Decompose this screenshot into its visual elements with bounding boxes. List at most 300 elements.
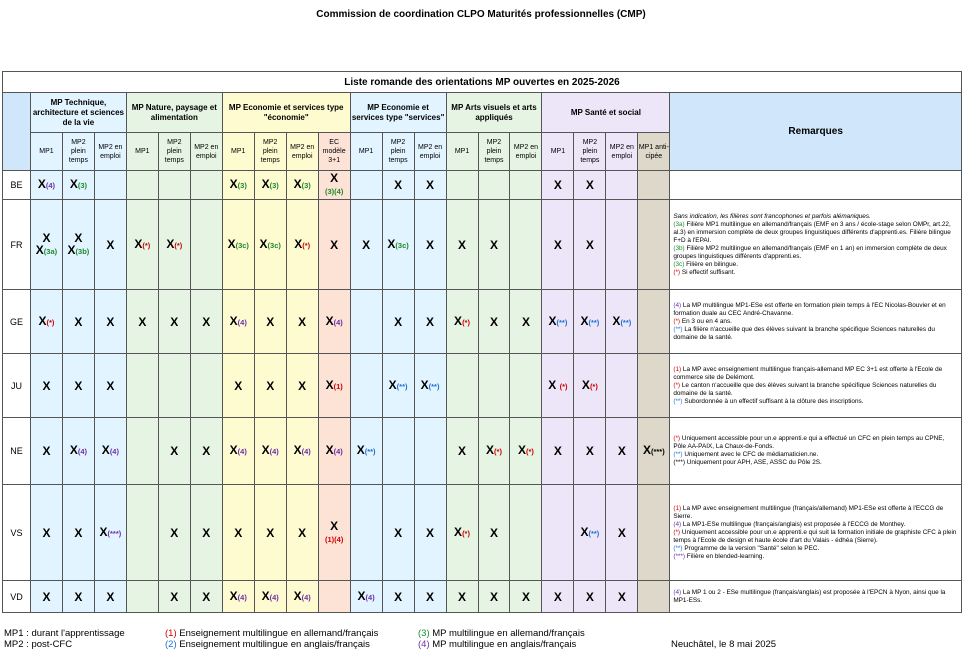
footnote-marker: (**) (588, 528, 600, 538)
orientations-table (2, 71, 962, 613)
orientation-cell (126, 200, 158, 290)
availability-mark: X (202, 525, 211, 540)
orientation-cell (446, 200, 478, 290)
orientation-cell (510, 354, 542, 418)
remark-line (673, 435, 958, 451)
legend-text: Enseignement multilingue en allemand/français (176, 628, 379, 639)
remark-text: Le canton n'accueille que des élèves suivant la branche spécifique Sciences naturelles du domaine de la santé. (673, 381, 937, 397)
availability-mark: X (553, 178, 562, 192)
orientation-cell (158, 171, 190, 200)
remark-marker: (*) (673, 381, 681, 389)
legend-number: (1) (165, 628, 177, 639)
remark-line (673, 382, 958, 398)
subheader-cell: MP1 (542, 133, 574, 171)
legend-item (418, 639, 585, 650)
availability-mark: X (202, 444, 211, 458)
footnote-marker: (4) (333, 447, 343, 456)
orientation-cell (382, 290, 414, 354)
availability-mark: X (489, 237, 498, 252)
availability-mark: X (101, 443, 110, 457)
remarks-cell (670, 418, 962, 485)
footnote-marker: (**) (620, 317, 632, 327)
availability-mark: X (388, 377, 397, 392)
availability-mark: X (458, 237, 467, 252)
availability-mark: X (325, 443, 334, 457)
availability-mark: X (67, 242, 76, 257)
availability-mark: X (612, 313, 621, 328)
remark-line (673, 261, 958, 269)
orientation-cell (446, 354, 478, 418)
remark-marker: (*) (673, 435, 681, 442)
orientation-cell (158, 354, 190, 418)
remark-line (673, 398, 958, 406)
orientation-cell (318, 354, 350, 418)
orientation-cell (638, 290, 670, 354)
orientation-cell (222, 485, 254, 581)
orientation-cell (350, 171, 382, 200)
orientation-cell (350, 581, 382, 613)
orientation-cell (350, 290, 382, 354)
table-row (3, 171, 962, 200)
canton-label: FR (3, 200, 31, 290)
subheader-cell: MP2 en emploi (286, 133, 318, 171)
availability-mark: X (580, 524, 589, 539)
remark-text: Subordonnée à un effectif suffisant à la clôture des inscriptions. (682, 397, 864, 405)
orientation-cell (254, 354, 286, 418)
availability-mark: X (362, 237, 371, 252)
availability-mark: X (266, 525, 275, 540)
footnote-marker: (*) (142, 240, 151, 250)
orientation-cell (190, 354, 222, 418)
availability-mark: X (74, 230, 83, 245)
remark-marker: (***) (673, 552, 686, 560)
availability-mark: X (266, 314, 275, 329)
orientation-cell (222, 418, 254, 485)
orientation-cell (158, 290, 190, 354)
footer-definitions (4, 628, 125, 650)
orientation-cell (606, 485, 638, 581)
subheader-cell: MP1 anti-cipée (638, 133, 670, 171)
legend-number: (2) (165, 639, 177, 650)
remark-line (673, 459, 958, 467)
orientation-cell (190, 581, 222, 613)
subheader-cell: MP1 (126, 133, 158, 171)
orientation-cell (414, 418, 446, 485)
availability-mark: X (325, 377, 334, 392)
orientation-cell (638, 200, 670, 290)
availability-mark: X (617, 444, 626, 458)
orientation-cell (318, 200, 350, 290)
remark-text: La MP1-ESe multilingue (français/anglais) est proposée à l'ECCG de Monthey. (681, 520, 906, 528)
orientation-cell (542, 581, 574, 613)
availability-mark: X (553, 237, 562, 252)
orientation-cell (574, 354, 606, 418)
orientation-cell (350, 485, 382, 581)
availability-mark: X (356, 443, 365, 457)
orientation-cell (286, 485, 318, 581)
remark-marker: (1) (673, 365, 682, 373)
orientation-cell (478, 290, 510, 354)
remark-marker: (*) (673, 317, 681, 325)
availability-mark: X (617, 589, 626, 604)
orientation-cell (62, 171, 94, 200)
availability-mark: X (489, 525, 498, 540)
orientation-cell (286, 200, 318, 290)
availability-mark: X (454, 524, 463, 539)
footnote-marker: (4) (301, 447, 311, 456)
remark-marker: (4) (673, 301, 682, 309)
orientation-cell (606, 290, 638, 354)
availability-mark: X (99, 524, 108, 539)
orientation-cell (574, 418, 606, 485)
remark-text: (***) (673, 459, 686, 466)
subheader-cell: MP2 plein temps (478, 133, 510, 171)
footnote-marker: (4) (269, 447, 279, 456)
subheader-cell: MP2 en emploi (414, 133, 446, 171)
orientation-cell (286, 418, 318, 485)
canton-label: BE (3, 171, 31, 200)
orientation-cell (318, 290, 350, 354)
orientation-cell (158, 418, 190, 485)
footnote-marker: (**) (556, 317, 568, 327)
availability-mark: X (42, 589, 51, 604)
orientation-cell (638, 485, 670, 581)
orientation-cell (542, 290, 574, 354)
orientation-cell (606, 354, 638, 418)
footer-date: Neuchâtel, le 8 mai 2025 (671, 639, 777, 650)
orientation-cell (446, 418, 478, 485)
orientation-cell (414, 581, 446, 613)
orientation-cell (382, 354, 414, 418)
remark-text: Uniquement pour APH, ASE, ASSC du Pôle 2S. (685, 459, 822, 466)
remark-text: La MP avec enseignement multilingue (français/allemand) MP1-ESe est offerte à l'ECCG de Sierre. (673, 504, 944, 520)
availability-mark: X (553, 589, 562, 604)
remark-text: En 3 ou en 4 ans. (680, 317, 732, 325)
availability-mark: X (202, 314, 211, 329)
remark-marker: (3a) (673, 220, 685, 228)
remarks-cell (670, 290, 962, 354)
remark-text: Sans indication, les filières sont francophones et parfois alémaniques. (673, 212, 871, 220)
availability-mark: X (426, 237, 435, 252)
remark-line (673, 553, 958, 561)
orientation-cell (222, 171, 254, 200)
group-header: MP Technique, architecture et sciences de la vie (30, 93, 126, 133)
orientation-cell (30, 418, 62, 485)
orientation-cell (606, 581, 638, 613)
availability-mark: X (585, 178, 594, 192)
remark-line (673, 366, 958, 382)
footnote-marker: (4) (333, 317, 343, 327)
orientation-cell (574, 200, 606, 290)
availability-mark: X (357, 588, 366, 603)
orientation-cell (510, 171, 542, 200)
orientation-cell (254, 200, 286, 290)
orientation-cell (414, 354, 446, 418)
orientation-cell (286, 171, 318, 200)
orientation-cell (638, 171, 670, 200)
remark-marker: (**) (673, 451, 683, 458)
footnote-marker: (*) (302, 240, 311, 250)
remark-text: Programme de la version "Santé" selon le PEC. (682, 544, 820, 552)
orientation-cell (254, 418, 286, 485)
availability-mark: X (138, 314, 147, 329)
orientation-cell (542, 418, 574, 485)
availability-mark: X (170, 589, 179, 604)
subheader-cell: MP2 en emploi (606, 133, 638, 171)
subheader-cell: MP2 en emploi (94, 133, 126, 171)
availability-mark: X (454, 313, 463, 328)
footnote-marker: (*) (462, 528, 470, 538)
orientation-cell (542, 354, 574, 418)
availability-mark: X (106, 237, 115, 252)
remarks-cell (670, 171, 962, 200)
orientation-cell (510, 418, 542, 485)
availability-mark: X (394, 314, 403, 329)
orientation-cell (62, 418, 94, 485)
orientation-cell (478, 171, 510, 200)
orientation-cell (94, 354, 126, 418)
orientation-cell (62, 581, 94, 613)
footnote-marker: (4) (365, 592, 375, 602)
availability-mark: X (166, 236, 175, 251)
orientation-cell (318, 485, 350, 581)
remark-line (673, 302, 958, 318)
subheader-cell: MP1 (222, 133, 254, 171)
orientation-cell (510, 290, 542, 354)
canton-label: GE (3, 290, 31, 354)
canton-label: NE (3, 418, 31, 485)
remark-line (673, 269, 958, 277)
orientation-cell (254, 485, 286, 581)
footnote-marker: (*) (589, 381, 598, 391)
footnote-marker: (3b) (75, 246, 90, 256)
availability-mark: X (293, 177, 302, 191)
availability-mark: X (170, 444, 179, 458)
availability-mark: X (325, 313, 334, 328)
orientation-cell (94, 200, 126, 290)
orientation-cell (126, 354, 158, 418)
orientation-cell (478, 581, 510, 613)
orientation-cell (446, 171, 478, 200)
subheader-cell: MP2 plein temps (382, 133, 414, 171)
orientation-cell (318, 171, 350, 200)
availability-mark: X (42, 444, 51, 458)
group-header: MP Economie et services type "économie" (222, 93, 350, 133)
availability-mark: X (581, 377, 590, 392)
remark-marker: (4) (673, 520, 682, 528)
remark-marker: (**) (673, 544, 683, 552)
availability-mark: X (426, 178, 435, 192)
orientation-cell (382, 581, 414, 613)
availability-mark: X (298, 378, 307, 393)
availability-mark: X (234, 525, 243, 540)
remark-text: Filière MP1 multilingue en allemand/français (EMF en 3 ans / école-stage selon OMPr, art.22, al.3) en immersion complète de deux groupes linguistiques différents d'apprenti.es. Filière bilingue F+D à l'EPAI. (673, 220, 951, 244)
orientation-cell (382, 200, 414, 290)
orientation-cell (94, 418, 126, 485)
table-caption: Liste romande des orientations MP ouvertes en 2025-2026 (3, 72, 962, 93)
availability-mark: X (394, 525, 403, 540)
mp2-definition: MP2 : post-CFC (4, 639, 73, 650)
remark-line (673, 213, 958, 221)
orientation-cell (382, 171, 414, 200)
availability-mark: X (580, 313, 589, 328)
orientation-cell (318, 581, 350, 613)
table-row (3, 581, 962, 613)
footnote-marker: (**) (364, 447, 376, 456)
orientation-cell (574, 485, 606, 581)
availability-mark: X (106, 314, 115, 329)
orientation-cell (510, 581, 542, 613)
availability-mark: X (330, 518, 339, 533)
availability-mark: X (426, 314, 435, 329)
availability-mark: X (261, 177, 270, 191)
availability-mark: X (489, 314, 498, 329)
availability-mark: X (585, 444, 594, 458)
remark-text: La MP multilingue MP1-ESe est offerte en formation plein temps à l'EC Nicolas-Bouvier et en formation duale au CEC André-Chavanne. (673, 301, 946, 317)
footnote-marker: (**) (396, 381, 408, 391)
remark-line (673, 505, 958, 521)
table-row (3, 485, 962, 581)
remark-line (673, 589, 958, 605)
availability-mark: X (134, 236, 143, 251)
orientation-cell (542, 200, 574, 290)
orientation-cell (158, 200, 190, 290)
availability-mark: X (261, 443, 270, 457)
orientation-cell (94, 171, 126, 200)
footnote-marker: (4) (237, 317, 247, 327)
orientation-cell (222, 290, 254, 354)
corner-cell (3, 93, 31, 171)
remark-marker: (**) (673, 397, 683, 405)
orientation-cell (222, 200, 254, 290)
availability-mark: X (202, 589, 211, 604)
remark-text: Filière MP2 multilingue en allemand/français (EMF en 1 an) en immersion complète de deux groupes linguistiques différents d'apprenti.es. (673, 244, 947, 260)
availability-mark: X (458, 589, 467, 604)
table-row (3, 200, 962, 290)
remark-line (673, 451, 958, 459)
footnote-marker: (3c) (267, 240, 281, 250)
orientation-cell (446, 290, 478, 354)
orientation-cell (574, 581, 606, 613)
availability-mark: X (170, 525, 179, 540)
orientation-cell (30, 581, 62, 613)
orientation-cell (414, 171, 446, 200)
availability-mark: X (69, 177, 78, 191)
availability-mark: X (521, 314, 530, 329)
footnote-marker: (**) (428, 381, 440, 391)
availability-mark: X (259, 236, 268, 251)
orientation-cell (30, 200, 62, 290)
orientation-cell (94, 581, 126, 613)
footnote-marker: (3c) (235, 240, 249, 250)
remark-line (673, 318, 958, 326)
orientation-cell (542, 171, 574, 200)
orientation-cell (510, 200, 542, 290)
remark-marker: (**) (673, 325, 683, 333)
remark-text: Uniquement accessible pour un.e apprenti.e qui a effectué un CFC en plein temps au CPNE, Pôle AA-PAIX, La Chaux-de-Fonds. (673, 435, 945, 450)
subheader-cell: MP2 plein temps (62, 133, 94, 171)
footnote-marker: (***) (107, 528, 122, 538)
availability-mark: X (106, 378, 115, 393)
orientation-cell (606, 171, 638, 200)
group-header: MP Economie et services type "services" (350, 93, 446, 133)
orientation-cell (318, 418, 350, 485)
subheader-cell: MP1 (350, 133, 382, 171)
orientation-cell (286, 581, 318, 613)
orientation-cell (478, 354, 510, 418)
footnote-marker: (4) (237, 447, 247, 456)
orientation-cell (254, 171, 286, 200)
footnote-marker: (1)(4) (324, 534, 344, 544)
availability-mark: X (458, 444, 467, 458)
orientation-cell (94, 290, 126, 354)
availability-mark: X (74, 314, 83, 329)
orientation-cell (190, 418, 222, 485)
availability-mark: X (261, 588, 270, 603)
footnote-marker: (*) (174, 240, 183, 250)
orientation-cell (30, 485, 62, 581)
remark-line (673, 221, 958, 245)
footnote-marker: (3) (237, 181, 247, 190)
remark-marker: (*) (673, 268, 681, 276)
availability-mark: X (489, 589, 498, 604)
availability-mark: X (266, 378, 275, 393)
subheader-cell: MP1 (30, 133, 62, 171)
orientation-cell (94, 485, 126, 581)
orientation-cell (190, 200, 222, 290)
legend-item (165, 628, 378, 639)
legend-text: MP multilingue en allemand/français (429, 628, 585, 639)
availability-mark: X (521, 589, 530, 604)
orientation-cell (574, 290, 606, 354)
orientation-cell (446, 581, 478, 613)
orientation-cell (414, 200, 446, 290)
footnote-marker: (3) (77, 181, 88, 190)
orientation-cell (190, 171, 222, 200)
remark-line (673, 326, 958, 342)
availability-mark: X (69, 443, 78, 457)
subheader-cell: MP2 en emploi (510, 133, 542, 171)
footnote-marker: (*) (494, 447, 502, 456)
legend-number: (4) (418, 639, 430, 650)
orientation-cell (286, 290, 318, 354)
remark-text: La MP avec enseignement multilingue français-allemand MP EC 3+1 est offerte à l'Ecole de commerce site de Delémont. (673, 365, 943, 381)
availability-mark: X (617, 525, 626, 540)
footnote-marker: (4) (109, 447, 119, 456)
remarks-cell (670, 200, 962, 290)
footnote-marker: (***) (650, 447, 665, 456)
remarks-cell (670, 485, 962, 581)
footnote-marker: (*) (526, 447, 534, 456)
remarks-cell (670, 354, 962, 418)
orientation-cell (542, 485, 574, 581)
orientation-cell (478, 200, 510, 290)
orientation-cell (254, 290, 286, 354)
remark-line (673, 545, 958, 553)
availability-mark: X (38, 313, 47, 328)
availability-mark: X (585, 589, 594, 604)
availability-mark: X (585, 237, 594, 252)
orientation-cell (350, 354, 382, 418)
orientation-cell (414, 290, 446, 354)
orientation-cell (30, 354, 62, 418)
canton-label: VS (3, 485, 31, 581)
orientation-cell (222, 581, 254, 613)
orientation-cell (382, 418, 414, 485)
remark-text: Si effectif suffisant. (680, 268, 736, 276)
table-row (3, 418, 962, 485)
remarks-cell (670, 581, 962, 613)
